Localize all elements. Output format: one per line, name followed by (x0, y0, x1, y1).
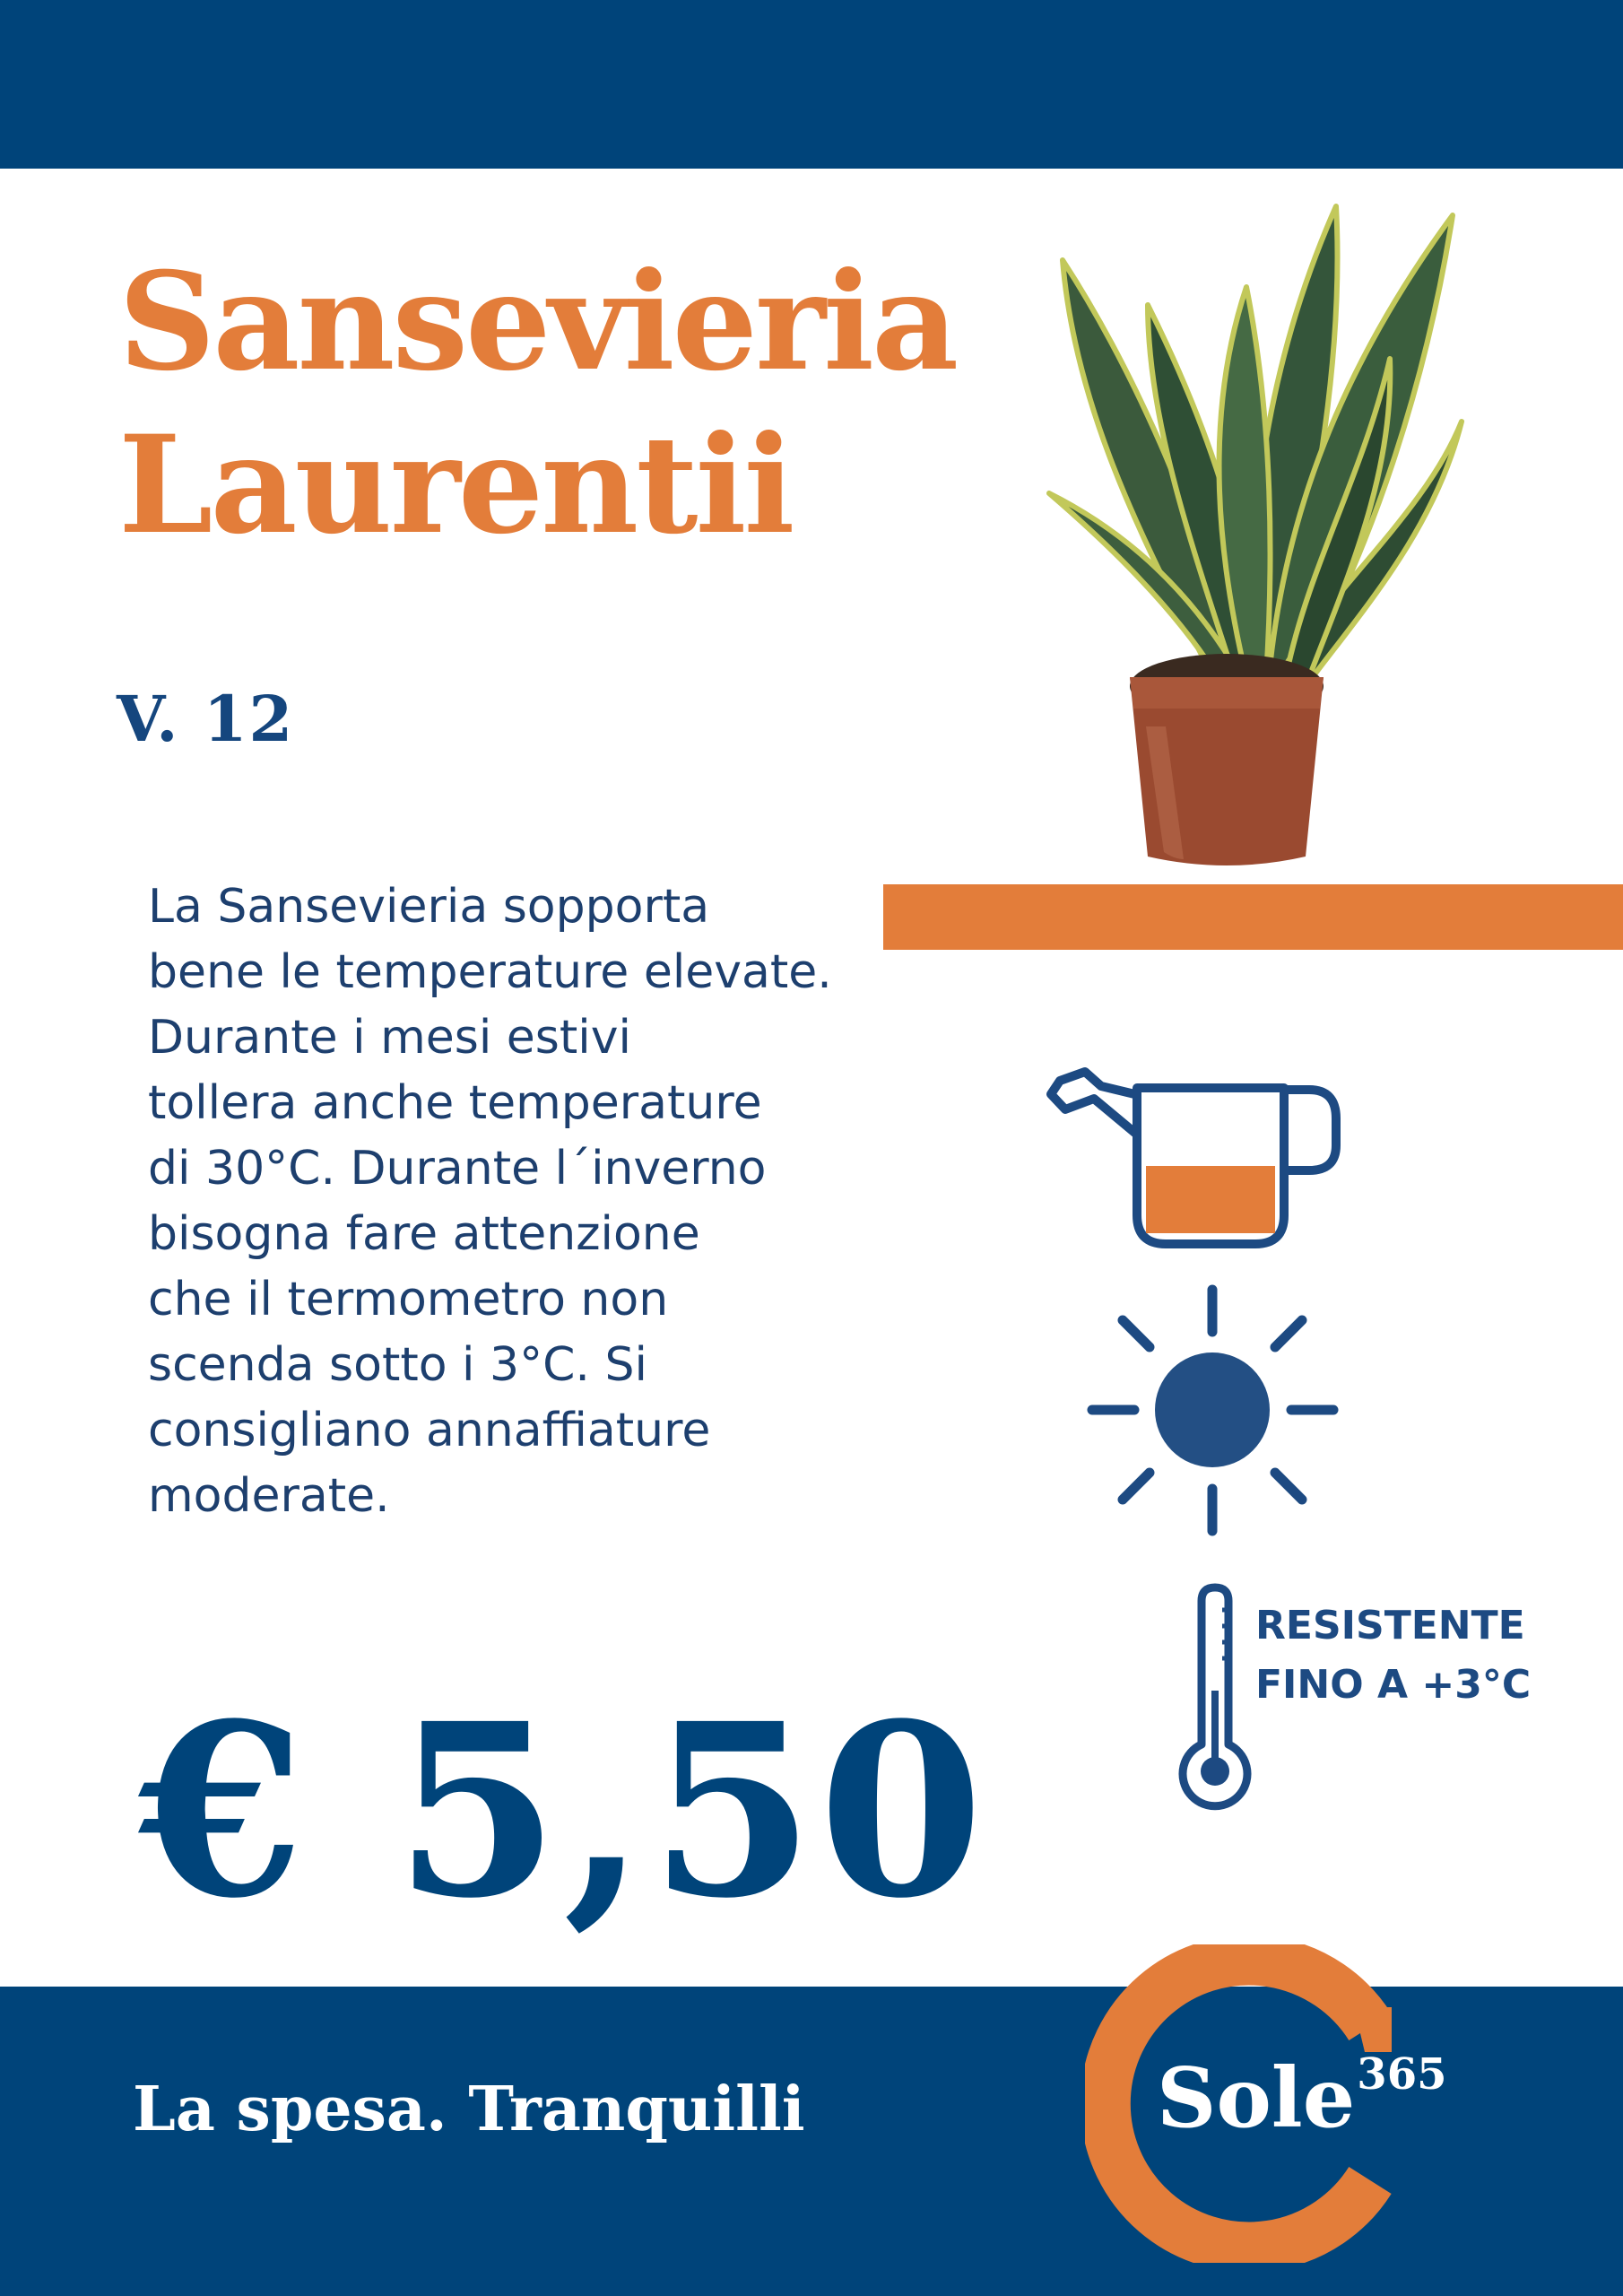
description-line: bene le temperature elevate. (148, 945, 832, 999)
footer-tagline: La spesa. Tranquilli (133, 2074, 805, 2145)
product-title-line1: Sansevieria (118, 243, 957, 401)
temperature-line2: FINO A +3°C (1255, 1662, 1532, 1708)
accent-bar (883, 884, 1623, 950)
product-title-line2: Laurentii (118, 406, 793, 564)
description-line: La Sansevieria sopporta (148, 880, 710, 934)
description-line: moderate. (148, 1469, 390, 1523)
thermometer-icon (1170, 1583, 1255, 1816)
sun-icon (1085, 1283, 1341, 1538)
logo-word: Sole (1157, 2049, 1356, 2146)
product-variant: V. 12 (117, 682, 295, 756)
plant-photo (1040, 188, 1471, 879)
temperature-line1: RESISTENTE (1255, 1603, 1525, 1648)
description-line: bisogna fare attenzione (148, 1207, 700, 1261)
logo-wordmark (1157, 2049, 1447, 2146)
description-line: tollera anche temperature (148, 1076, 762, 1130)
product-price: € 5,50 (139, 1672, 988, 1951)
product-description (148, 874, 847, 1529)
description-line: Durante i mesi estivi (148, 1011, 631, 1065)
logo-superscript: 365 (1357, 2049, 1447, 2100)
description-line: consigliano annaffiature (148, 1404, 711, 1457)
description-line: scenda sotto i 3°C. Si (148, 1338, 647, 1392)
description-line: di 30°C. Durante l´inverno (148, 1142, 767, 1196)
product-title (118, 240, 956, 567)
watering-can-icon (1040, 1045, 1345, 1251)
top-band (0, 0, 1623, 169)
description-line: che il termometro non (148, 1273, 669, 1326)
water-level-fill (1146, 1166, 1275, 1233)
temperature-resistance-label (1255, 1596, 1531, 1715)
